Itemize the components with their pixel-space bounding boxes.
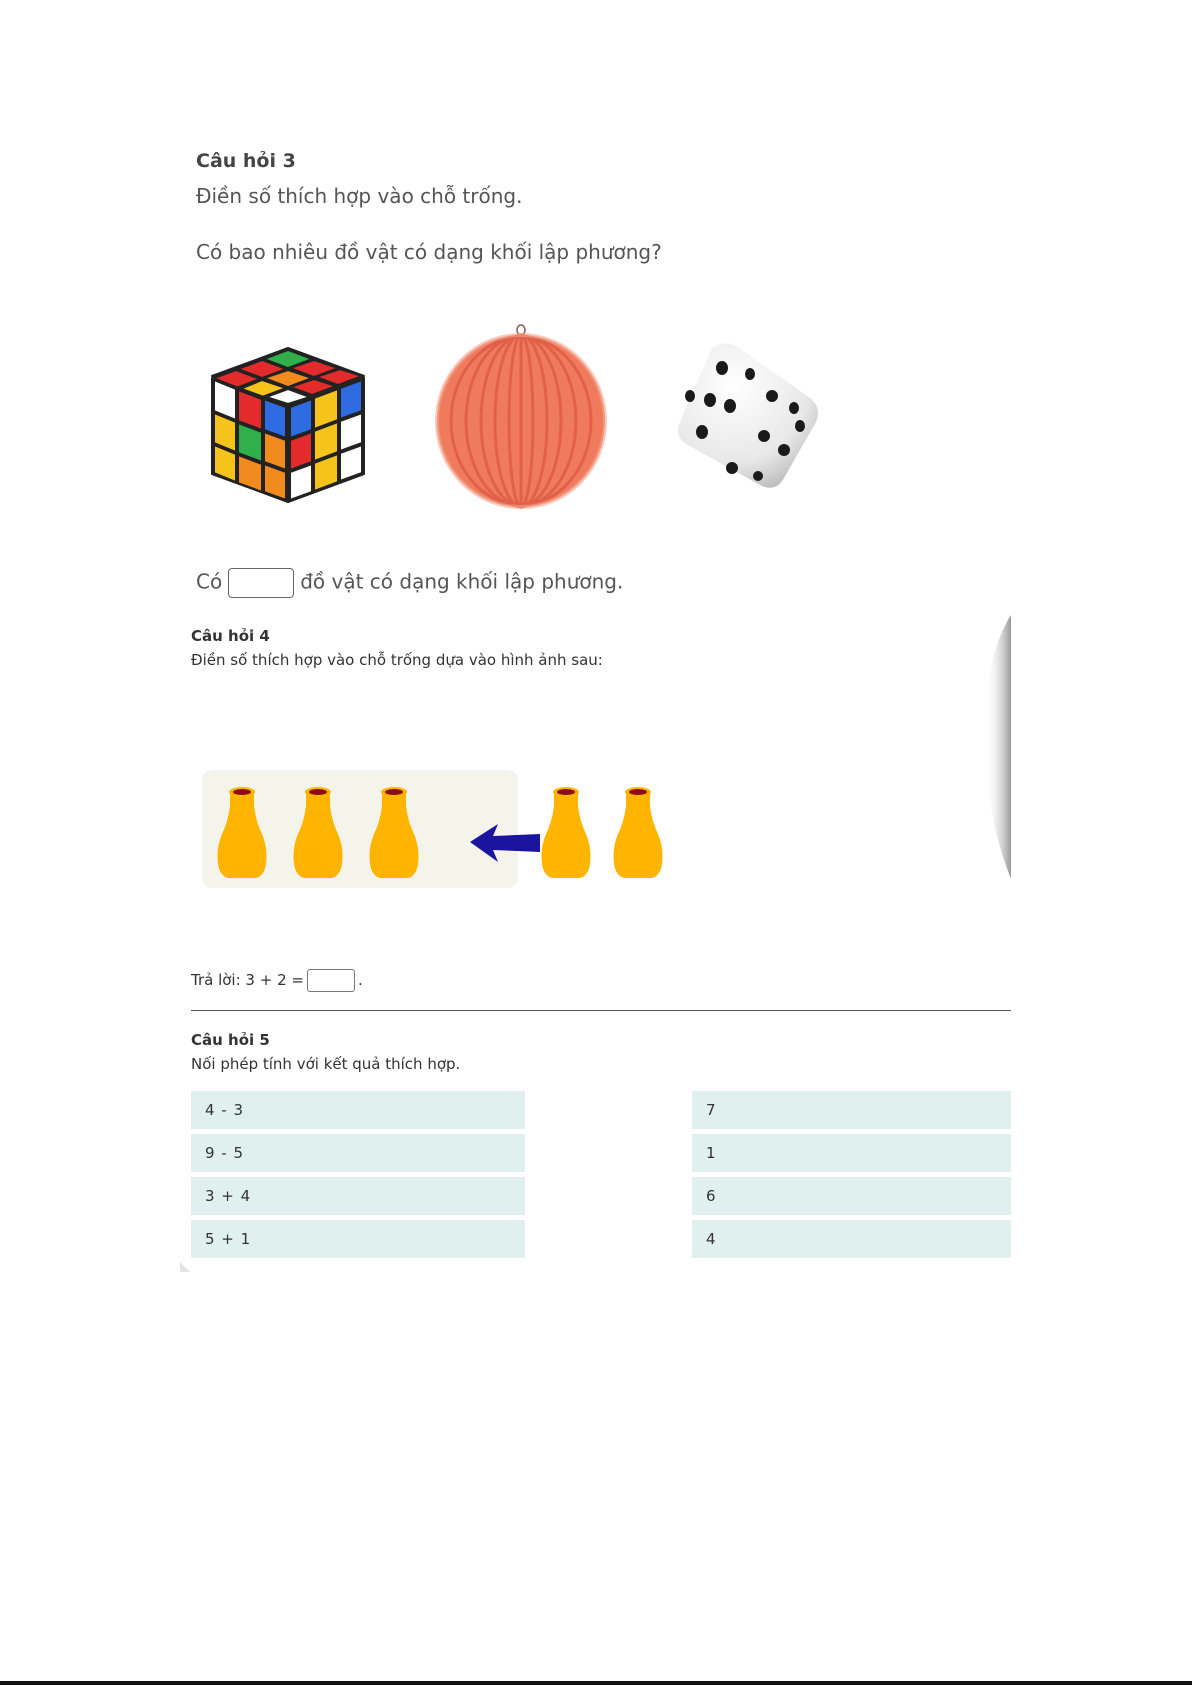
- q5-right-item[interactable]: 4: [692, 1220, 1011, 1258]
- q3-question: Có bao nhiêu đồ vật có dạng khối lập phương?: [196, 240, 662, 264]
- q5-right-item[interactable]: 1: [692, 1134, 1011, 1172]
- q5-left-item[interactable]: 3 + 4: [191, 1177, 525, 1215]
- q4-instruction: Điền số thích hợp vào chỗ trống dựa vào hình ảnh sau:: [191, 651, 603, 669]
- q4-vases-illustration: [202, 770, 672, 890]
- q5-right-item[interactable]: 6: [692, 1177, 1011, 1215]
- q3-instruction: Điền số thích hợp vào chỗ trống.: [196, 184, 523, 208]
- q4-title: Câu hỏi 4: [191, 627, 270, 645]
- page-corner-mark: [180, 1262, 190, 1272]
- q5-left-item[interactable]: 4 - 3: [191, 1091, 525, 1129]
- orange-ball-image: [432, 324, 610, 510]
- rubik-cube-image: [206, 340, 371, 515]
- divider: [191, 1010, 1011, 1011]
- q5-right-column: [692, 1091, 1011, 1258]
- vase-icon: [542, 787, 591, 878]
- q5-right-item[interactable]: 7: [692, 1091, 1011, 1129]
- q5-instruction: Nối phép tính với kết quả thích hợp.: [191, 1055, 461, 1073]
- q3-answer-suffix: đồ vật có dạng khối lập phương.: [300, 569, 624, 594]
- q5-left-item[interactable]: 5 + 1: [191, 1220, 525, 1258]
- q4-answer-line: [191, 969, 363, 992]
- q3-title: Câu hỏi 3: [196, 150, 296, 172]
- q3-answer-prefix: Có: [196, 569, 223, 594]
- dice-image: [672, 340, 827, 495]
- q5-left-item[interactable]: 9 - 5: [191, 1134, 525, 1172]
- bottom-edge: [0, 1681, 1192, 1685]
- q4-answer-prefix: Trả lời: 3 + 2 =: [191, 971, 304, 989]
- q5-left-column: [191, 1091, 525, 1258]
- q4-answer-suffix: .: [357, 971, 363, 989]
- q4-answer-input[interactable]: [307, 969, 355, 992]
- q3-answer-input[interactable]: [228, 568, 294, 598]
- q5-title: Câu hỏi 5: [191, 1031, 270, 1049]
- q3-answer-line: [196, 568, 623, 598]
- vase-icon: [614, 787, 663, 878]
